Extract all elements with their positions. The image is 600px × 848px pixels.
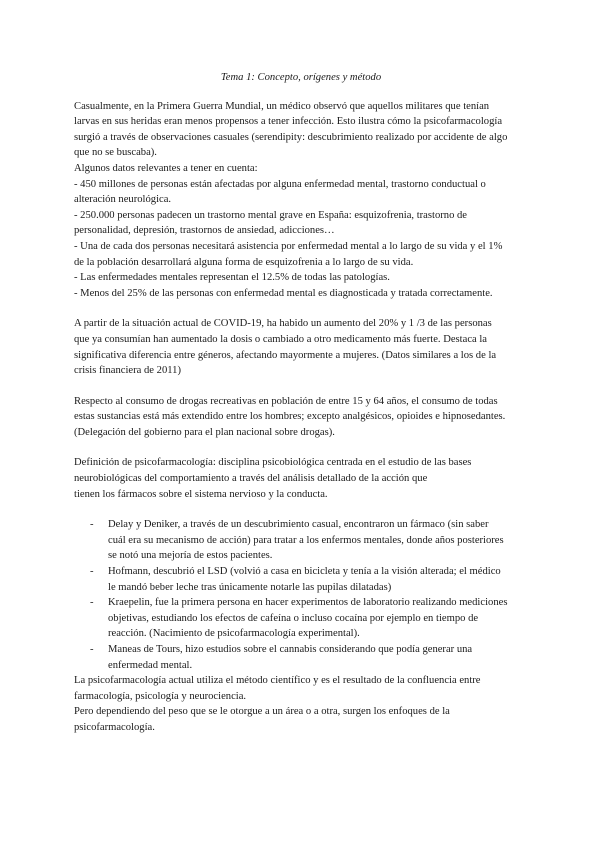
text-line: - 250.000 personas padecen un trastorno mental grave en España: esquizofrenia, trastorno de	[74, 209, 468, 221]
definition-paragraph	[74, 455, 528, 502]
text-line: psicofarmacología.	[74, 721, 155, 733]
list-item	[74, 595, 528, 642]
text-line: se notó una mejoría de estos pacientes.	[108, 550, 273, 562]
text-line: enfermedad mental.	[108, 659, 193, 671]
history-bullet-list	[74, 517, 528, 673]
text-line: Delay y Deniker, a través de un descubrimiento casual, encontraron un fármaco (sin saber	[108, 519, 489, 531]
text-line: objetivas, estudiando los efectos de cafeína o incluso cocaína por ejemplo en tiempo de	[108, 612, 479, 624]
text-line: - Las enfermedades mentales representan el 12.5% de todas las patologías.	[74, 272, 390, 284]
bullet-dash: -	[90, 644, 94, 655]
covid-paragraph	[74, 316, 528, 378]
document-page	[74, 70, 528, 736]
text-line: Maneas de Tours, hizo estudios sobre el cannabis considerando que podía generar una	[108, 644, 473, 655]
bullet-dash: -	[90, 597, 94, 609]
intro-paragraph	[74, 99, 528, 302]
text-line: Kraepelin, fue la primera persona en hacer experimentos de laboratorio realizando mediciones	[108, 597, 508, 609]
text-line: surgió a través de observaciones casuales (serendipity: descubrimiento realizado por accidente de algo	[74, 131, 508, 143]
document-title: Tema 1: Concepto, orígenes y método	[220, 72, 382, 83]
text-line: larvas en sus heridas eran menos propensos a tener infección. Esto ilustra cómo la psicofarmacología	[74, 116, 503, 128]
text-line: que no se buscaba).	[74, 147, 157, 159]
text-line: le mandó beber leche tras únicamente notarle las pupilas dilatadas)	[108, 581, 392, 593]
bullet-dash: -	[90, 566, 94, 578]
list-item	[74, 564, 528, 595]
text-line: cuál era su mecanismo de acción) para tratar a los enfermos mentales, donde años posteriores	[108, 534, 504, 546]
list-item	[74, 642, 528, 673]
text-line: neurobiológicas del comportamiento a través del análisis detallado de la acción que	[74, 473, 428, 485]
text-line: (Delegación del gobierno para el plan nacional sobre drogas).	[74, 426, 335, 438]
text-line: que ya consumían han aumentado la dosis o cambiado a otro medicamento más fuerte. Destaca la	[74, 333, 488, 345]
text-line: de la población desarrollará alguna forma de esquizofrenia a lo largo de su vida.	[74, 256, 414, 268]
text-line: Algunos datos relevantes a tener en cuenta:	[74, 162, 258, 174]
list-item	[74, 517, 528, 564]
text-line: - Menos del 25% de las personas con enfermedad mental es diagnosticada y tratada correctamente.	[74, 287, 493, 299]
closing-paragraph	[74, 673, 528, 735]
text-line: A partir de la situación actual de COVID-19, ha habido un aumento del 20% y 1 /3 de las personas	[74, 318, 492, 330]
text-line: La psicofarmacología actual utiliza el método científico y es el resultado de la confluencia entre	[74, 675, 481, 687]
text-line: reacción. (Nacimiento de psicofarmacología experimental).	[108, 628, 360, 640]
text-line: Definición de psicofarmacología: disciplina psicobiológica centrada en el estudio de las bases	[74, 457, 472, 469]
text-line: Pero dependiendo del peso que se le otorgue a un área o a otra, surgen los enfoques de la	[74, 706, 450, 718]
text-line: Respecto al consumo de drogas recreativas en población de entre 15 y 64 años, el consumo de todas	[74, 395, 498, 407]
text-line: Casualmente, en la Primera Guerra Mundial, un médico observó que aquellos militares que tenían	[74, 100, 490, 112]
text-line: farmacología, psicología y neurociencia.	[74, 690, 247, 702]
text-line: alteración neurológica.	[74, 194, 172, 206]
text-line: Hofmann, descubrió el LSD (volvió a casa en bicicleta y tenía a la visión alterada; el médico	[108, 566, 501, 578]
drugs-paragraph	[74, 394, 528, 441]
text-line: tienen los fármacos sobre el sistema nervioso y la conducta.	[74, 488, 328, 500]
text-line: - 450 millones de personas están afectadas por alguna enfermedad mental, trastorno conductual o	[74, 178, 486, 190]
text-line: personalidad, depresión, trastornos de ansiedad, adicciones…	[74, 225, 335, 237]
text-line: crisis financiera de 2011)	[74, 365, 181, 377]
text-line: estas sustancias está más extendido entre los hombres; excepto analgésicos, opioides e hipnosedantes.	[74, 411, 506, 423]
text-line: significativa diferencia entre géneros, afectando mayormente a mujeres. (Datos similares a los de la	[74, 349, 497, 361]
text-line: - Una de cada dos personas necesitará asistencia por enfermedad mental a lo largo de su vida y el 1%	[74, 240, 503, 252]
bullet-dash: -	[90, 519, 94, 531]
